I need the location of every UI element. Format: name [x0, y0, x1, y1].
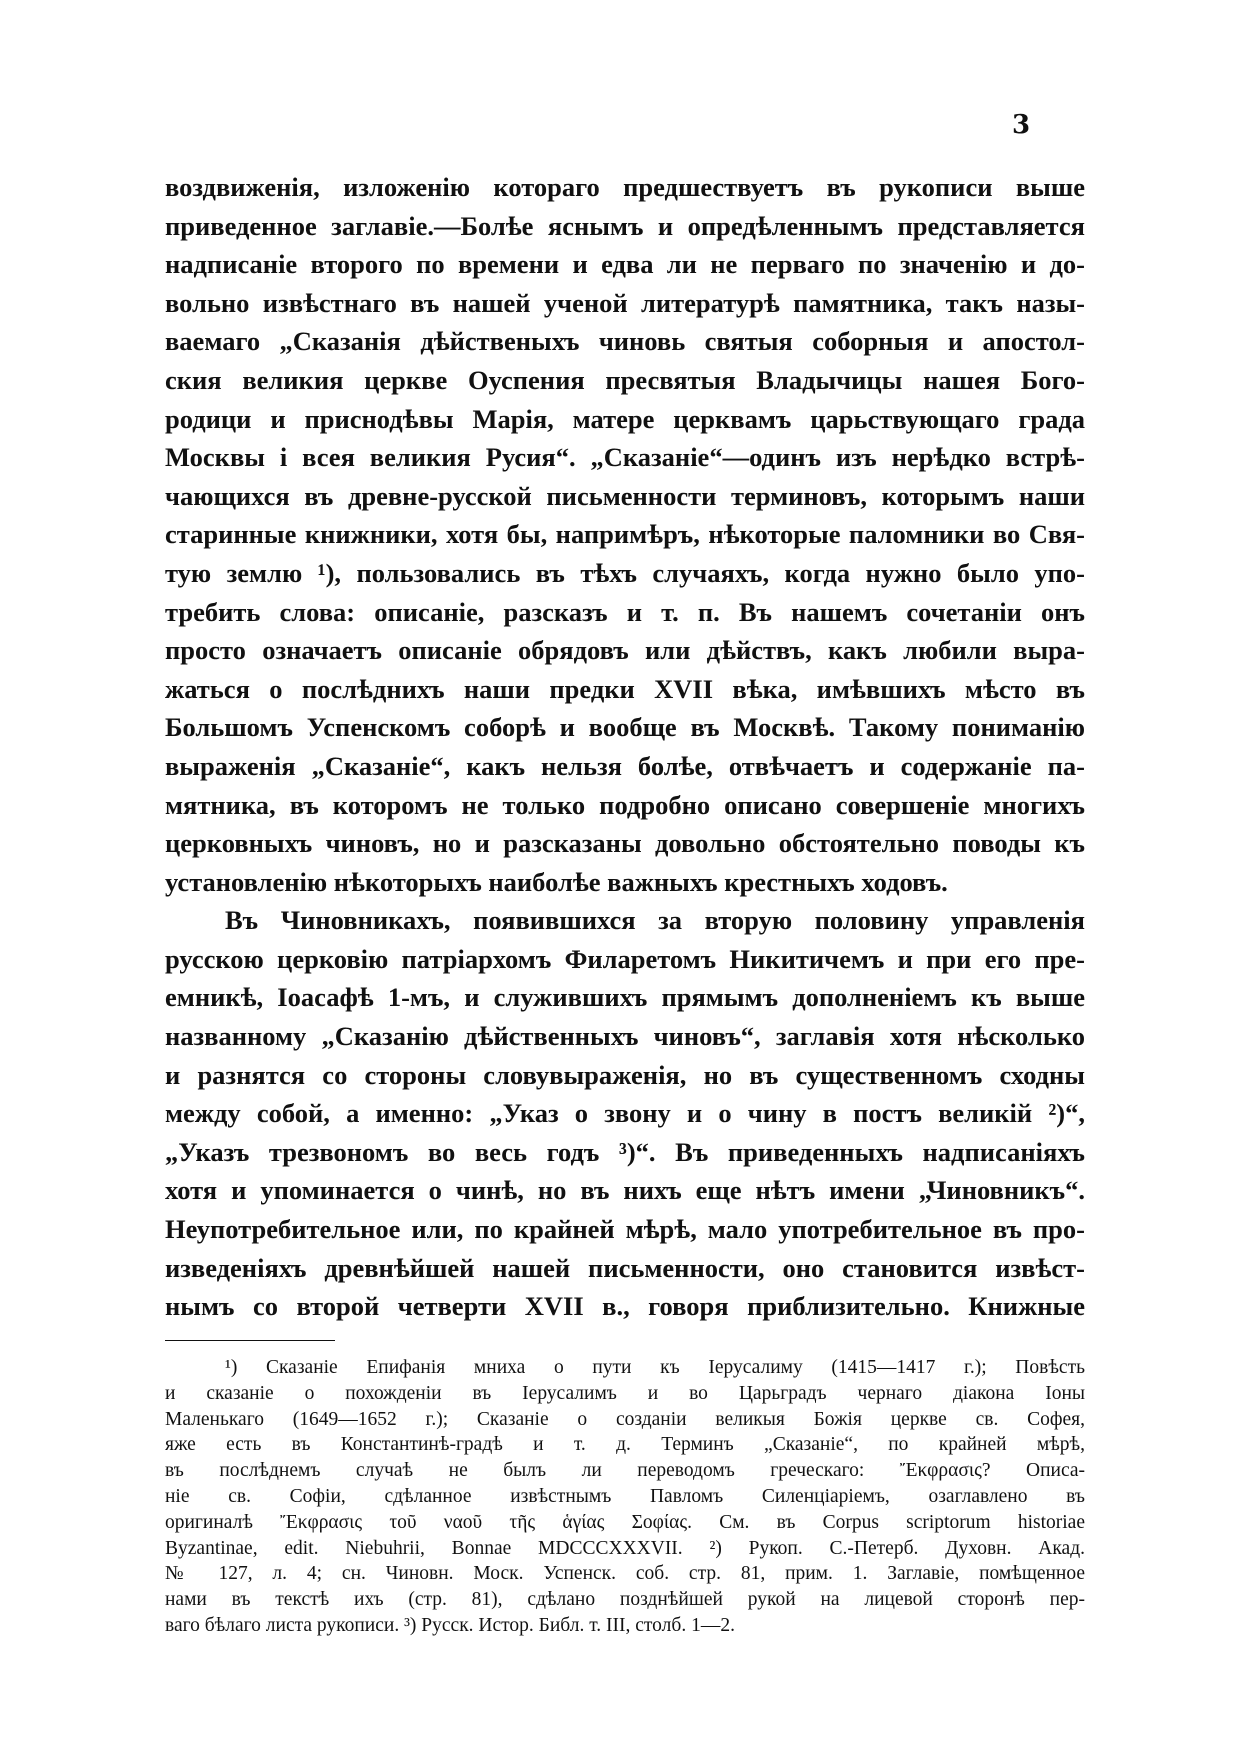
body-line: вольно извѣстнаго въ нашей ученой литературѣ памятника, такъ назы- — [165, 287, 1085, 318]
footnote-line: яже есть въ Константинѣ-градѣ и т. д. Терминъ „Сказаніе“, по крайней мѣрѣ, — [165, 1434, 1085, 1456]
body-line: установленію нѣкоторыхъ наиболѣе важныхъ крестныхъ ходовъ. — [165, 866, 948, 897]
body-line: тую землю ¹), пользовались въ тѣхъ случаяхъ, когда нужно было упо- — [165, 557, 1085, 588]
body-line: приведенное заглавіе.—Болѣе яснымъ и опредѣленнымъ представляется — [165, 210, 1085, 241]
footnote-divider — [165, 1340, 335, 1341]
body-line: мятника, въ которомъ не только подробно описано совершеніе многихъ — [165, 789, 1085, 820]
body-line: Въ Чиновникахъ, появившихся за вторую половину управленія — [225, 905, 1085, 936]
footnote-line: ніе св. Софіи, сдѣланное извѣстнымъ Павломъ Силенціаріемъ, озаглавлено въ — [165, 1485, 1085, 1507]
body-line: требить слова: описаніе, разсказъ и т. п. Въ нашемъ сочетаніи онъ — [165, 596, 1085, 627]
body-line: емникѣ, Іоасафѣ 1-мъ, и служившихъ прямымъ дополненіемъ къ выше — [165, 982, 1085, 1013]
body-line: изведеніяхъ древнѣйшей нашей письменности, оно становится извѣст- — [165, 1252, 1085, 1283]
body-line: старинные книжники, хотя бы, напримѣръ, нѣкоторые паломники во Свя- — [165, 519, 1085, 550]
body-line: Москвы і всея великия Русия“. „Сказаніе“—одинъ изъ нерѣдко встрѣ- — [165, 442, 1085, 473]
body-line: ския великия церкве Оуспения пресвятыя Владычицы нашея Бого- — [165, 364, 1085, 395]
footnote-line: № 127, л. 4; сн. Чиновн. Моск. Успенск. соб. стр. 81, прим. 1. Заглавіе, помѣщенное — [165, 1563, 1085, 1585]
body-line: ваемаго „Сказанія дѣйственыхъ чиновь святыя соборныя и апостол- — [165, 326, 1085, 357]
body-line: нымъ со второй четверти XVII в., говоря приблизительно. Книжные — [165, 1291, 1085, 1322]
footnote-line: ¹) Сказаніе Епифанія мниха о пути къ Іерусалиму (1415—1417 г.); Повѣсть — [225, 1357, 1085, 1378]
body-line: и разнятся со стороны словувыраженія, но въ существенномъ сходны — [165, 1059, 1085, 1090]
body-line: просто означаетъ описаніе обрядовъ или дѣйствъ, какъ любили выра- — [165, 635, 1085, 666]
body-line: Большомъ Успенскомъ соборѣ и вообще въ Москвѣ. Такому пониманію — [165, 712, 1085, 743]
body-line: выраженія „Сказаніе“, какъ нельзя болѣе, отвѣчаетъ и содержаніе па- — [165, 750, 1085, 781]
body-line: названному „Сказанію дѣйственныхъ чиновъ“, заглавія хотя нѣсколько — [165, 1021, 1085, 1052]
body-line: русскою церковію патріархомъ Филаретомъ Никитичемъ и при его пре- — [165, 943, 1085, 974]
body-line: воздвиженія, изложенію котораго предшествуетъ въ рукописи выше — [165, 172, 1085, 202]
body-line: Неупотребительное или, по крайней мѣрѣ, мало употребительное въ про- — [165, 1214, 1085, 1245]
body-line: „Указъ трезвономъ во весь годъ ³)“. Въ приведенныхъ надписаніяхъ — [165, 1136, 1085, 1167]
footnote-line: въ послѣднемъ случаѣ не былъ ли переводомъ греческаго: Ἔκφρασις? Описа- — [165, 1460, 1085, 1482]
body-line: хотя и упоминается о чинѣ, но въ нихъ еще нѣтъ имени „Чиновникъ“. — [165, 1175, 1085, 1206]
footnote-line: оригиналѣ Ἔκφρασις τοῦ ναοῦ τῆς ἁγίας Σοφίας. См. въ Corpus scriptorum historiae — [165, 1511, 1085, 1533]
footnote-line: ваго бѣлаго листа рукописи. ³) Русск. Истор. Библ. т. III, столб. 1—2. — [165, 1614, 735, 1636]
footnote-line: нами въ текстѣ ихъ (стр. 81), сдѣлано позднѣйшей рукой на лицевой сторонѣ пер- — [165, 1589, 1085, 1611]
body-line: надписаніе второго по времени и едва ли не перваго по значенію и до- — [165, 249, 1085, 280]
body-line: чающихся въ древне-русской письменности терминовъ, которымъ наши — [165, 480, 1085, 511]
body-text — [165, 168, 1085, 1326]
footnote-line: Byzantinae, edit. Niebuhrii, Bonnae MDCCCXXXVII. ²) Рукоп. С.-Петерб. Духовн. Акад. — [165, 1537, 1085, 1559]
footnote-line: Маленькаго (1649—1652 г.); Сказаніе о созданіи великыя Божія церкве св. Софея, — [165, 1408, 1085, 1430]
body-line: жаться о послѣднихъ наши предки XVII вѣка, имѣвшихъ мѣсто въ — [165, 673, 1085, 704]
body-line: между собой, а именно: „Указ о звону и о чину в постъ великій ²)“, — [165, 1098, 1085, 1129]
footnotes — [165, 1355, 1085, 1639]
body-line: церковныхъ чиновъ, но и разсказаны довольно обстоятельно поводы къ — [165, 828, 1085, 859]
body-line: родици и приснодѣвы Марія, матере церквамъ царьствующаго града — [165, 403, 1085, 434]
footnote-line: и сказаніе о похожденіи въ Іерусалимъ и во Царьградъ чернаго діакона Іоны — [165, 1382, 1085, 1404]
page-number: 3 — [1012, 110, 1031, 140]
